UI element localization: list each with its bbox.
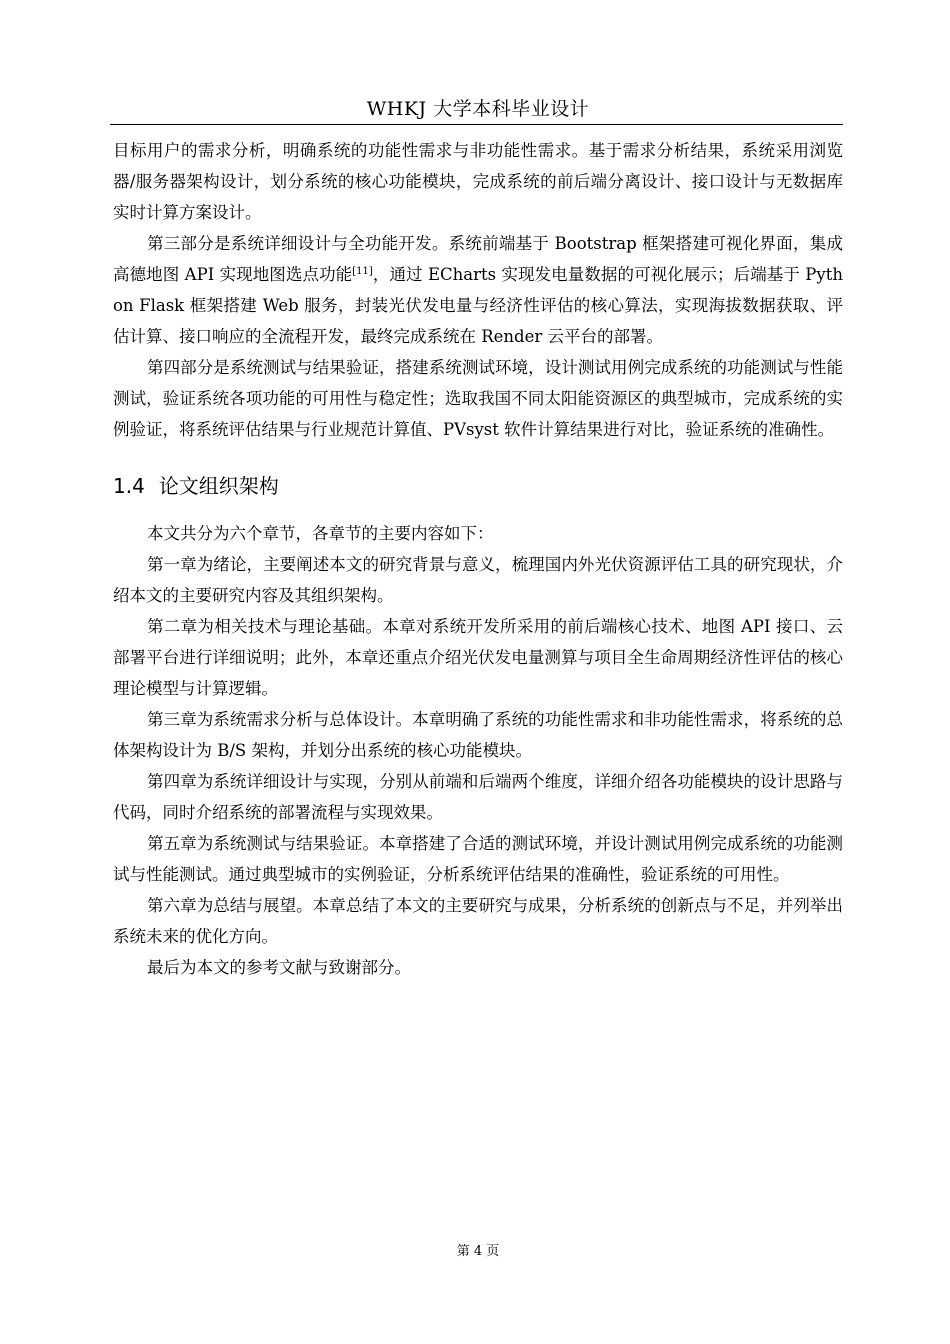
header-rule (110, 124, 843, 125)
section-title: 论文组织架构 (158, 474, 279, 498)
page-body (113, 135, 843, 983)
running-header: WHKJ 大学本科毕业设计 (366, 98, 590, 120)
citation-reference: [11] (352, 266, 373, 277)
paragraph-part-three (113, 228, 843, 352)
paragraph-part-four: 第四部分是系统测试与结果验证，搭建系统测试环境，设计测试用例完成系统的功能测试与性能测试，验证系统各项功能的可用性与稳定性；选取我国不同太阳能资源区的典型城市，完成系统的实例验证，将系统评估结果与行业规范计算值、PVsyst 软件计算结果进行对比，验证系统的准确性。 (113, 358, 843, 439)
paragraph-chapter-two: 第二章为相关技术与理论基础。本章对系统开发所采用的前后端核心技术、地图 API 接口、云部署平台进行详细说明；此外，本章还重点介绍光伏发电量测算与项目全生命周期经济性评估的核心理论模型与计算逻辑。 (113, 617, 843, 698)
paragraph-chapter-six: 第六章为总结与展望。本章总结了本文的主要研究与成果，分析系统的创新点与不足，并列举出系统未来的优化方向。 (113, 896, 843, 946)
paragraph-chapter-three: 第三章为系统需求分析与总体设计。本章明确了系统的功能性需求和非功能性需求，将系统的总体架构设计为 B/S 架构，并划分出系统的核心功能模块。 (113, 710, 843, 760)
section-heading (113, 472, 843, 500)
paragraph-part-three-text-b: ，通过 ECharts 实现发电量数据的可视化展示；后端基于 Python Flask 框架搭建 Web 服务，封装光伏发电量与经济性评估的核心算法，实现海拔数据获取、评估计算、接口响应的全流程开发，最终完成系统在 Render 云平台的部署。 (113, 265, 843, 346)
paragraph-part-three-text-a: 第三部分是系统详细设计与全功能开发。系统前端基于 Bootstrap 框架搭建可视化界面，集成高德地图 API 实现地图选点功能 (113, 234, 843, 284)
paragraph-chapter-one: 第一章为绪论，主要阐述本文的研究背景与意义，梳理国内外光伏资源评估工具的研究现状，介绍本文的主要研究内容及其组织架构。 (113, 555, 843, 605)
paragraph-intro: 本文共分为六个章节，各章节的主要内容如下： (147, 524, 494, 543)
paragraph-chapter-four: 第四章为系统详细设计与实现，分别从前端和后端两个维度，详细介绍各功能模块的设计思路与代码，同时介绍系统的部署流程与实现效果。 (113, 772, 843, 822)
section-number: 1.4 (113, 474, 145, 498)
page-number: 第 4 页 (456, 1244, 500, 1259)
paragraph-closing: 最后为本文的参考文献与致谢部分。 (147, 958, 411, 977)
paragraph-continued: 目标用户的需求分析，明确系统的功能性需求与非功能性需求。基于需求分析结果，系统采用浏览器/服务器架构设计，划分系统的核心功能模块，完成系统的前后端分离设计、接口设计与无数据库实时计算方案设计。 (113, 141, 843, 222)
paragraph-chapter-five: 第五章为系统测试与结果验证。本章搭建了合适的测试环境，并设计测试用例完成系统的功能测试与性能测试。通过典型城市的实例验证，分析系统评估结果的准确性，验证系统的可用性。 (113, 834, 843, 884)
